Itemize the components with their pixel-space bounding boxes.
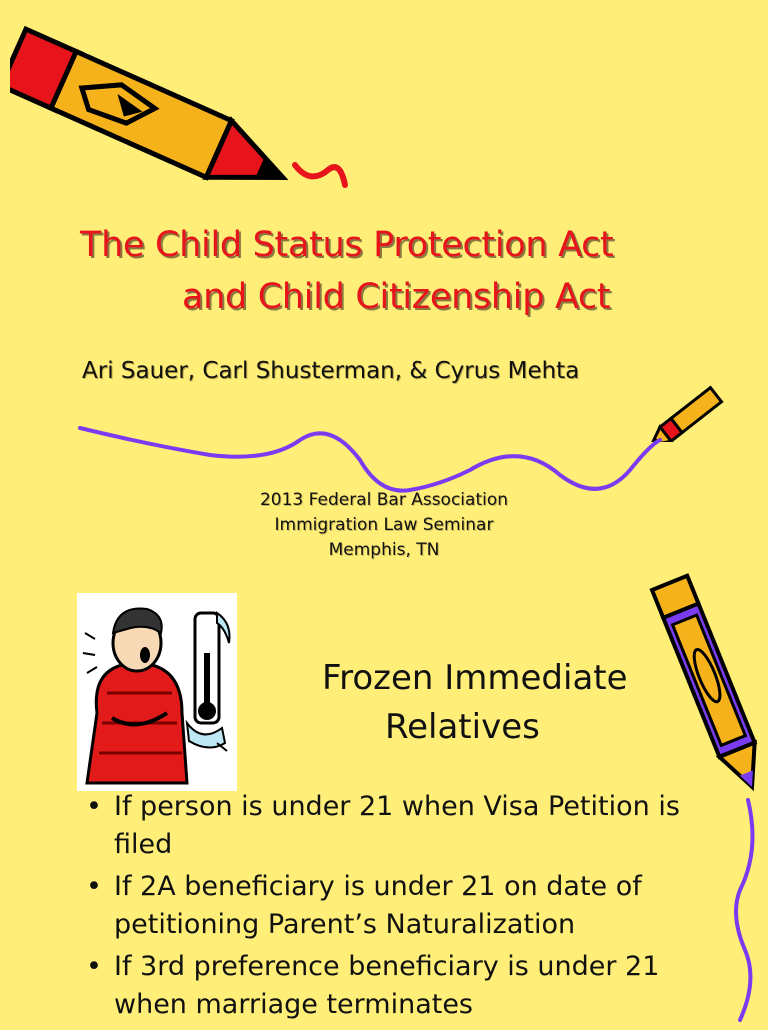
bullet-item: • If 2A beneficiary is under 21 on date of petitioning Parent’s Naturalization [86, 868, 726, 944]
event-line-1: 2013 Federal Bar Association [259, 490, 509, 510]
bullet-list [86, 788, 726, 1028]
pencil-icon [10, 10, 350, 210]
bullet-item: • If 3rd preference beneficiary is under 21 when marriage terminates [86, 948, 726, 1024]
event-line-2: Immigration Law Seminar [274, 515, 494, 535]
subtitle-line-1: Frozen Immediate [322, 658, 628, 698]
bullet-item: • If person is under 21 when Visa Petition is filed [86, 788, 726, 864]
event-line-3: Memphis, TN [328, 540, 440, 560]
event-info [184, 488, 584, 563]
title-line-1: The Child Status Protection Act [80, 225, 614, 265]
title-line-2: and Child Citizenship Act [182, 277, 611, 317]
subtitle-line-2: Relatives [385, 707, 540, 747]
authors: Ari Sauer, Carl Shusterman, & Cyrus Mehta [82, 358, 580, 384]
cold-person-clipart [77, 593, 237, 791]
